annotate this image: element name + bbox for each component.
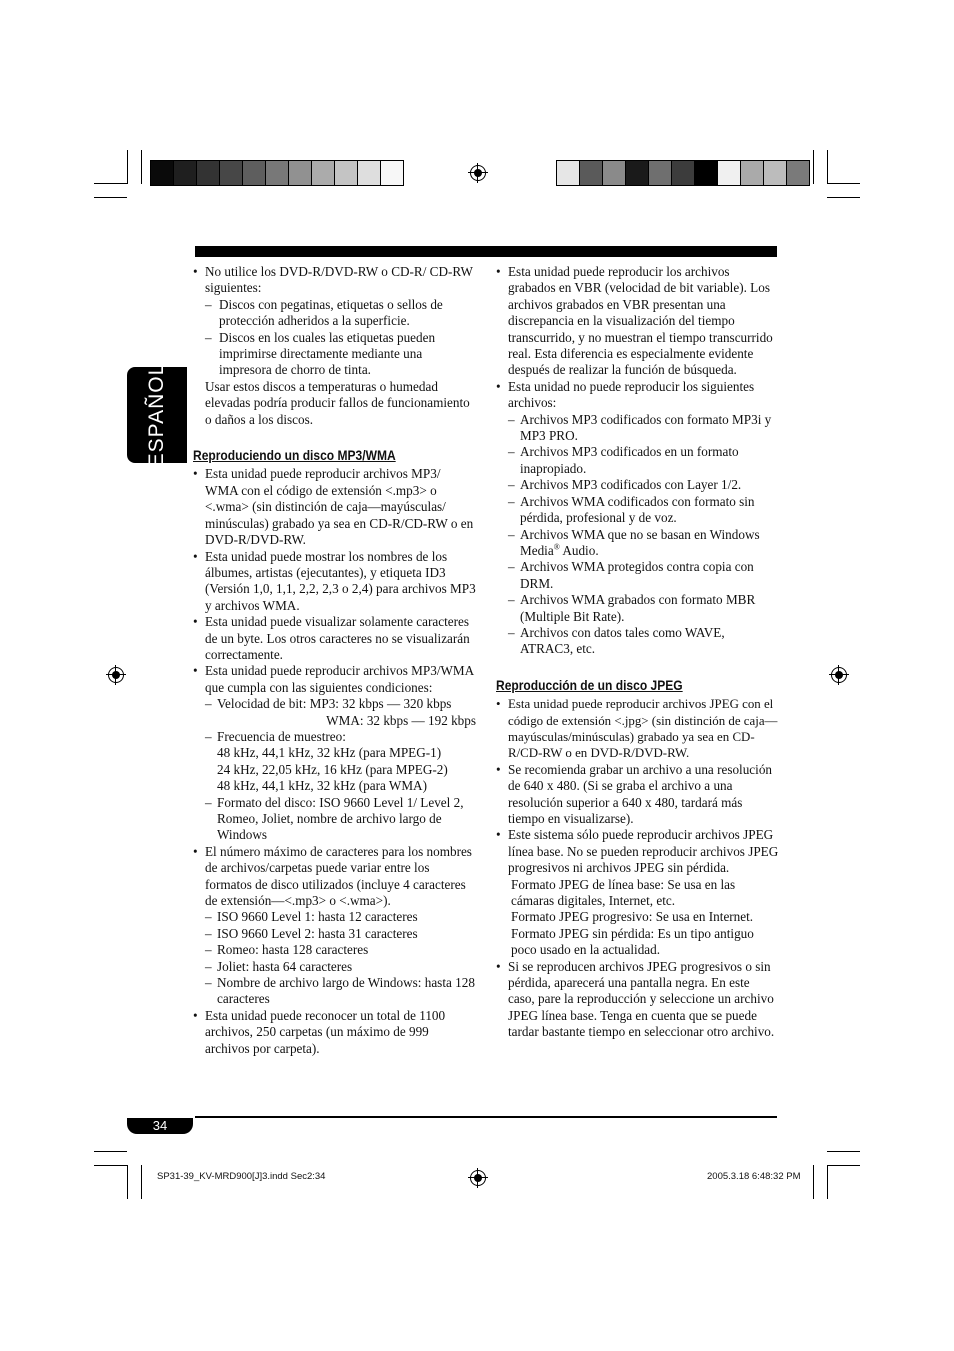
color-swatch	[741, 161, 764, 185]
list-item: – Discos en los cuales las etiquetas pueden imprimirse directamente mediante una impresora de chorro de tinta.	[193, 330, 476, 379]
list-item: – Nombre de archivo largo de Windows: hasta 128 caracteres	[193, 975, 476, 1008]
list-item-continuation: 24 kHz, 22,05 kHz, 16 kHz (para MPEG-2)	[217, 761, 448, 777]
color-swatch	[603, 161, 626, 185]
list-item: • El número máximo de caracteres para los nombres de archivos/carpetas puede variar entre los formatos de disco utilizados (incluye 4 caracteres de extensión—<.mp3> o <.wma>).	[193, 844, 476, 910]
crop-mark	[141, 150, 142, 184]
list-item: • Esta unidad puede mostrar los nombres de los álbumes, artistas (ejecutantes), y etiqueta ID3 (Versión 1,0, 1,1, 2,2, 2,3 o 2,4) para archivos MP3 y archivos WMA.	[193, 549, 476, 615]
list-item: – Archivos MP3 codificados con Layer 1/2.	[496, 477, 779, 493]
list-item: – Archivos MP3 codificados en un formato inapropiado.	[496, 444, 779, 477]
registration-mark-icon	[470, 1170, 486, 1186]
list-item: • Esta unidad puede reproducir los archivos grabados en VBR (velocidad de bit variable). Los archivos grabados en VBR presentan una discrepancia en la visualización del tiempo transcurrido, y no muestran el tiempo transcurrido real. Esta diferencia es especialmente evidente después de realizar la función de búsqueda.	[496, 264, 779, 379]
list-item: • Esta unidad puede reproducir archivos JPEG con el código de extensión <.jpg> (sin distinción de caja—mayúsculas/minúsculas) grabado ya sea en CD-R/CD-RW o en DVD-R/DVD-RW.	[496, 696, 779, 762]
crop-mark	[827, 1165, 860, 1166]
color-swatch	[335, 161, 358, 185]
color-swatch	[787, 161, 809, 185]
crop-mark	[827, 1165, 828, 1199]
registration-mark-icon	[108, 667, 124, 683]
list-item: • Esta unidad puede reproducir archivos MP3/WMA que cumpla con las siguientes condiciones:	[193, 663, 476, 696]
color-swatch	[381, 161, 403, 185]
footer-datetime: 2005.3.18 6:48:32 PM	[707, 1171, 801, 1182]
list-item: • No utilice los DVD-R/DVD-RW o CD-R/ CD-RW siguientes:	[193, 264, 476, 297]
color-swatch	[289, 161, 312, 185]
color-swatch	[672, 161, 695, 185]
color-swatch	[243, 161, 266, 185]
crop-mark	[827, 150, 828, 184]
crop-mark	[827, 1151, 860, 1152]
right-column	[496, 264, 779, 1041]
section-heading-mp3-wma: Reproduciendo un disco MP3/WMA	[193, 447, 396, 464]
list-item: – Archivos WMA grabados con formato MBR (Multiple Bit Rate).	[496, 592, 779, 625]
list-item: – Formato del disco: ISO 9660 Level 1/ Level 2, Romeo, Joliet, nombre de archivo largo de Windows	[193, 795, 476, 844]
paragraph: Formato JPEG de línea base: Se usa en las cámaras digitales, Internet, etc.	[511, 876, 736, 909]
page-number: 34	[127, 1118, 193, 1134]
registration-mark-icon	[831, 667, 847, 683]
color-swatch	[764, 161, 787, 185]
list-item	[496, 527, 779, 560]
color-swatch	[557, 161, 580, 185]
list-item-continuation: 48 kHz, 44,1 kHz, 32 kHz (para MPEG-1)	[217, 745, 442, 761]
list-item-continuation: 48 kHz, 44,1 kHz, 32 kHz (para WMA)	[217, 778, 427, 794]
list-item: • Esta unidad no puede reproducir los siguientes archivos:	[496, 379, 779, 412]
list-item: – Velocidad de bit: MP3: 32 kbps — 320 kbps	[193, 696, 476, 712]
list-item-continuation: WMA: 32 kbps — 192 kbps	[326, 712, 476, 728]
list-item: – Archivos con datos tales como WAVE, ATRAC3, etc.	[496, 625, 779, 658]
paragraph: Usar estos discos a temperaturas o humedad elevadas podría producir fallos de funcionamiento o daños a los discos.	[205, 378, 470, 427]
language-tab-label: ESPAÑOL	[145, 362, 168, 468]
color-swatch	[649, 161, 672, 185]
list-item: – Discos con pegatinas, etiquetas o sellos de protección adheridos a la superficie.	[193, 297, 476, 330]
color-swatch	[358, 161, 381, 185]
list-item: – ISO 9660 Level 2: hasta 31 caracteres	[193, 926, 476, 942]
footer-file-info: SP31-39_KV-MRD900[J]3.indd Sec2:34	[157, 1171, 326, 1182]
color-swatch	[312, 161, 335, 185]
color-calibration-bar-left	[150, 160, 404, 186]
color-swatch	[626, 161, 649, 185]
list-item: • Esta unidad puede reconocer un total de 1100 archivos, 250 carpetas (un máximo de 999 archivos por carpeta).	[193, 1008, 476, 1057]
section-heading-jpeg: Reproducción de un disco JPEG	[496, 676, 683, 693]
crop-mark	[827, 197, 860, 198]
crop-mark	[813, 1165, 814, 1199]
list-item: – Romeo: hasta 128 caracteres	[193, 942, 476, 958]
list-item: • Si se reproducen archivos JPEG progresivos o sin pérdida, aparecerá una pantalla negra. En este caso, pare la reproducción y seleccione un archivo JPEG línea base. Tenga en cuenta que se puede tardar bastante tiempo en seleccionar otro archivo.	[496, 959, 779, 1041]
left-column	[193, 264, 476, 1057]
list-item-text: Audio.	[559, 542, 599, 558]
list-item: – Archivos MP3 codificados con formato MP3i y MP3 PRO.	[496, 412, 779, 445]
list-item: – ISO 9660 Level 1: hasta 12 caracteres	[193, 909, 476, 925]
crop-mark	[827, 183, 860, 184]
color-swatch	[695, 161, 718, 185]
color-swatch	[151, 161, 174, 185]
list-item: – Archivos WMA codificados con formato sin pérdida, profesional y de voz.	[496, 494, 779, 527]
paragraph: Formato JPEG progresivo: Se usa en Internet.	[511, 909, 754, 925]
crop-mark	[127, 150, 128, 184]
list-item: – Frecuencia de muestreo:	[193, 729, 476, 745]
registered-mark: ®	[553, 542, 560, 552]
list-item: • Esta unidad puede reproducir archivos MP3/ WMA con el código de extensión <.mp3> o <.wma> (sin distinción de caja—mayúsculas/ minúsculas) grabado ya sea en CD-R/CD-RW o en DVD-R/DVD-RW.	[193, 466, 476, 548]
crop-mark	[94, 183, 127, 184]
list-item: – Archivos WMA protegidos contra copia con DRM.	[496, 559, 779, 592]
registration-mark-icon	[470, 165, 486, 181]
color-calibration-bar-right	[556, 160, 810, 186]
color-swatch	[174, 161, 197, 185]
paragraph: Formato JPEG sin pérdida: Es un tipo antiguo poco usado en la actualidad.	[511, 925, 754, 958]
color-swatch	[718, 161, 741, 185]
list-item: • Este sistema sólo puede reproducir archivos JPEG línea base. No se pueden reproducir archivos JPEG progresivos ni archivos JPEG sin pérdida.	[496, 827, 779, 876]
header-rule	[195, 246, 777, 257]
language-tab	[127, 362, 187, 468]
list-item-text: Archivos WMA que no se basan en Windows Media	[520, 526, 760, 558]
color-swatch	[580, 161, 603, 185]
list-item: • Se recomienda grabar un archivo a una resolución de 640 x 480. (Si se graba el archivo a una resolución superior a 640 x 480, tardará más tiempo en visualizarse).	[496, 762, 779, 828]
footer-rule	[195, 1116, 777, 1118]
crop-mark	[127, 1165, 128, 1199]
crop-mark	[813, 150, 814, 184]
list-item: • Esta unidad puede visualizar solamente caracteres de un byte. Los otros caracteres no se visualizarán correctamente.	[193, 614, 476, 663]
crop-mark	[94, 1165, 127, 1166]
color-swatch	[266, 161, 289, 185]
color-swatch	[220, 161, 243, 185]
list-item: – Joliet: hasta 64 caracteres	[193, 959, 476, 975]
color-swatch	[197, 161, 220, 185]
crop-mark	[94, 1151, 127, 1152]
crop-mark	[141, 1165, 142, 1199]
crop-mark	[94, 197, 127, 198]
